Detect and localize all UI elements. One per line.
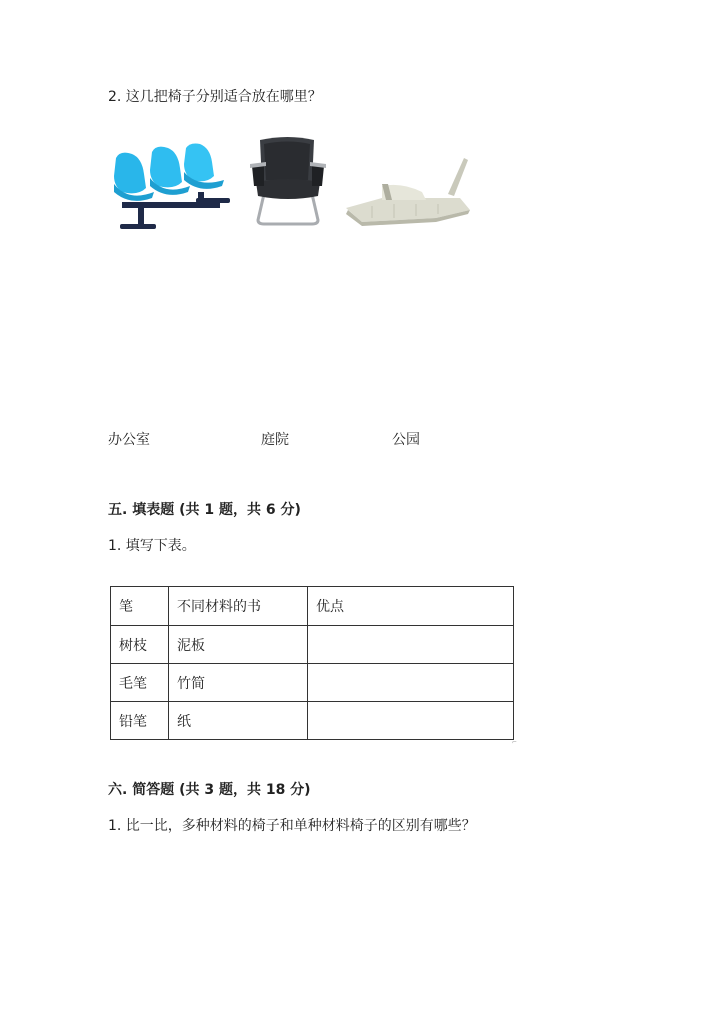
section-6-question: 1. 比一比，多种材料的椅子和单种材料椅子的区别有哪些？ — [108, 818, 476, 834]
table-cell: 毛笔 — [111, 664, 169, 702]
section-5-question: 1. 填写下表。 — [108, 538, 196, 554]
table-row — [111, 664, 514, 702]
white-lounge-chair-icon — [342, 154, 472, 228]
table-cell: 树枝 — [111, 626, 169, 664]
table-header-cell: 不同材料的书 — [169, 587, 308, 626]
answer-cell[interactable] — [308, 664, 514, 702]
place-label-office: 办公室 — [108, 432, 150, 448]
place-label-courtyard: 庭院 — [261, 432, 289, 448]
place-label-park: 公园 — [392, 432, 420, 448]
blue-row-seats-chair-icon — [108, 140, 234, 232]
question-2-title: 2. 这几把椅子分别适合放在哪里？ — [108, 89, 322, 105]
table-header-row — [111, 587, 514, 626]
fill-in-table — [110, 586, 514, 740]
table-header-cell: 优点 — [308, 587, 514, 626]
table-row — [111, 626, 514, 664]
table-cell: 竹简 — [169, 664, 308, 702]
section-5-heading: 五. 填表题 (共 1 题，共 6 分) — [108, 502, 301, 518]
table-cell: 铅笔 — [111, 702, 169, 740]
answer-cell[interactable] — [308, 702, 514, 740]
table-corner-mark: ⌐ — [512, 739, 518, 746]
table-header-cell: 笔 — [111, 587, 169, 626]
table-cell: 纸 — [169, 702, 308, 740]
section-6-heading: 六. 简答题 (共 3 题，共 18 分) — [108, 782, 311, 798]
table-cell: 泥板 — [169, 626, 308, 664]
table-row — [111, 702, 514, 740]
answer-cell[interactable] — [308, 626, 514, 664]
black-office-chair-icon — [250, 136, 328, 228]
